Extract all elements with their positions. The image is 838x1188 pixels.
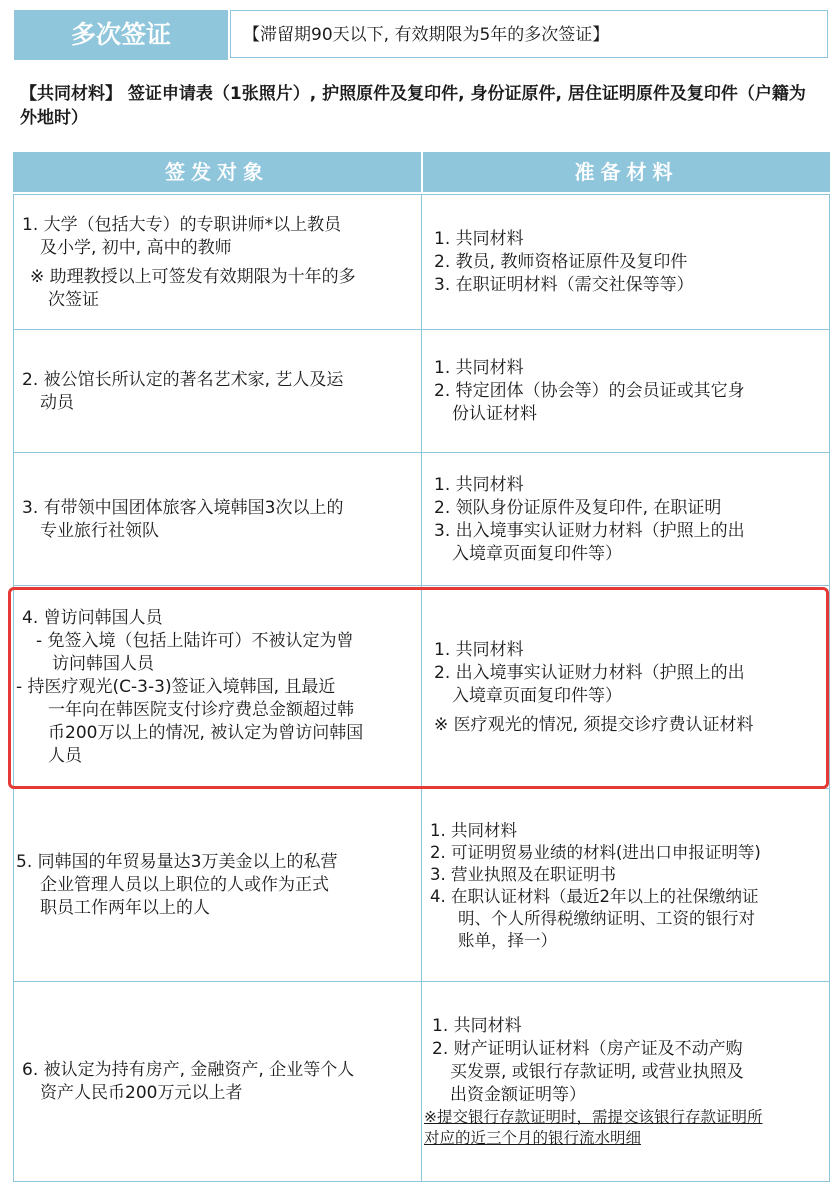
material-item: 1. 共同材料 [432,1016,522,1036]
materials-cell [422,586,830,789]
table-row [13,788,830,982]
visa-type-description: 【滞留期90天以下, 有效期限为5年的多次签证】 [230,10,828,58]
table-header [13,152,830,192]
table-row [13,329,830,453]
target-line: 企业管理人员以上职位的人或作为正式 [40,875,329,895]
target-line: 3. 有带领中国团体旅客入境韩国3次以上的 [22,497,344,518]
material-item: 1. 共同材料 [434,229,524,249]
material-item: 1. 共同材料 [430,820,517,840]
material-item: 3. 在职证明材料（需交社保等等） [434,275,694,295]
table-bottom-border [13,1181,830,1182]
material-item: 账单，择一） [458,930,557,950]
material-item: 1. 共同材料 [434,639,524,660]
target-cell [13,195,422,330]
target-line: 资产人民币200万元以上者 [40,1083,243,1103]
target-line: 1. 大学（包括大专）的专职讲师*以上教员 [22,214,342,235]
material-item: 1. 共同材料 [434,474,524,495]
material-note-line: ※提交银行存款证明时，需提交该银行存款证明所 [424,1108,763,1126]
materials-cell [422,789,830,982]
material-item: 份认证材料 [452,404,537,424]
target-line: - 持医疗观光(C-3-3)签证入境韩国, 且最近 [16,677,336,697]
materials-cell [422,330,830,453]
column-header-materials: 准备材料 [423,152,830,192]
header [14,10,830,60]
target-note-line: 次签证 [48,289,99,310]
material-item: 2. 可证明贸易业绩的材料(进出口申报证明等) [430,842,761,862]
materials-cell [422,195,830,330]
material-item: 入境章页面复印件等） [452,543,622,564]
table-row [13,981,830,1182]
target-cell [13,586,422,789]
table-row [13,585,830,789]
target-line: 6. 被认定为持有房产, 金融资产, 企业等个人 [22,1060,355,1080]
material-item: 1. 共同材料 [434,358,524,378]
target-line: 币200万以上的情况, 被认定为曾访问韩国 [48,723,364,743]
table-row [13,452,830,586]
target-line: 职员工作两年以上的人 [40,898,210,918]
target-cell [13,330,422,453]
table-row [13,194,830,330]
target-note-line: ※ 助理教授以上可签发有效期限为十年的多 [30,266,356,287]
target-line: 5. 同韩国的年贸易量达3万美金以上的私营 [16,852,338,872]
material-item: 买发票, 或银行存款证明, 或营业执照及 [450,1062,744,1082]
target-line: 一年向在韩医院支付诊疗费总金额超过韩 [48,700,354,720]
material-item: 4. 在职认证材料（最近2年以上的社保缴纳证 [430,886,759,906]
target-line: 动员 [40,392,74,413]
target-line: 专业旅行社领队 [40,520,159,541]
target-line: 访问韩国人员 [52,654,154,674]
target-cell [13,982,422,1182]
material-item: 明、个人所得税缴纳证明、工资的银行对 [458,908,755,928]
material-item: 2. 特定团体（协会等）的会员证或其它身 [434,381,745,401]
material-note-line: 对应的近三个月的银行流水明细 [424,1129,642,1147]
material-item: 2. 财产证明认证材料（房产证及不动产购 [432,1039,743,1059]
material-item: 出资金额证明等） [450,1085,586,1105]
material-note: ※ 医疗观光的情况, 须提交诊疗费认证材料 [434,714,754,735]
target-line: 4. 曾访问韩国人员 [22,608,163,628]
material-item: 3. 营业执照及在职证明书 [430,864,616,884]
materials-cell [422,982,830,1182]
material-item: 2. 领队身份证原件及复印件, 在职证明 [434,497,722,518]
materials-cell [422,453,830,586]
target-cell [13,453,422,586]
target-cell [13,789,422,982]
target-line: 人员 [48,746,82,766]
material-item: 3. 出入境事实认证财力材料（护照上的出 [434,520,745,541]
visa-type-title: 多次签证 [14,10,228,60]
target-line: 及小学, 初中, 高中的教师 [40,237,232,258]
material-item: 入境章页面复印件等） [452,685,622,706]
common-materials: 【共同材料】 签证申请表（1张照片）, 护照原件及复印件, 身份证原件, 居住证明原件及复印件（户籍为外地时） [20,84,806,128]
target-line: - 免签入境（包括上陆许可）不被认定为曾 [36,631,354,651]
material-item: 2. 出入境事实认证财力材料（护照上的出 [434,662,745,683]
column-header-target: 签发对象 [13,152,421,192]
material-item: 2. 教员, 教师资格证原件及复印件 [434,252,688,272]
target-line: 2. 被公馆长所认定的著名艺术家, 艺人及运 [22,369,344,390]
